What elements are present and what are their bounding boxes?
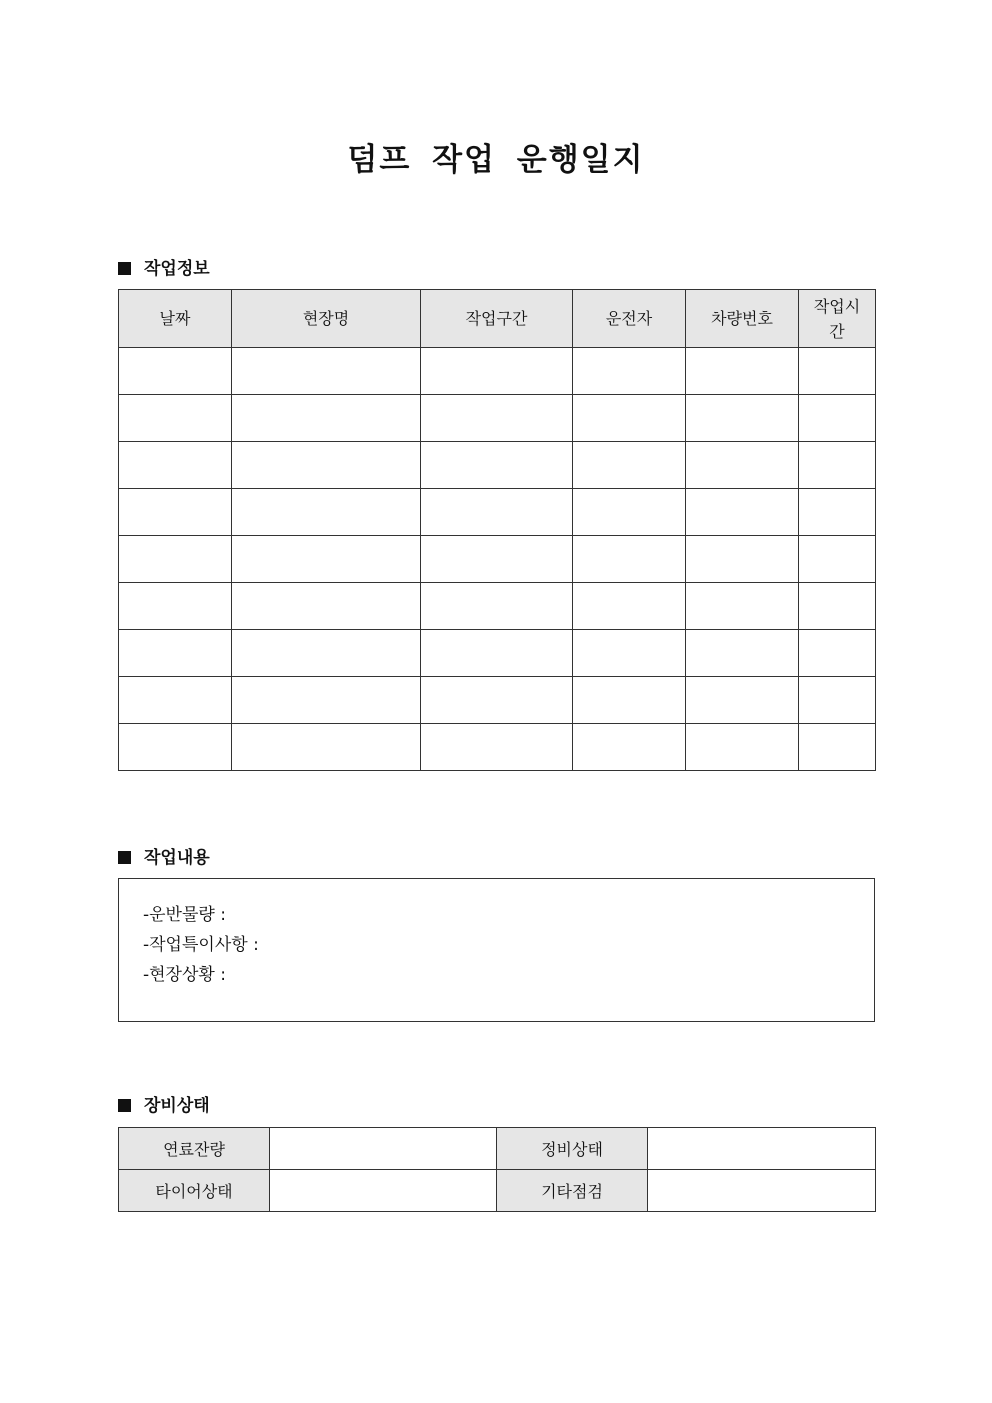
driver-cell[interactable] bbox=[573, 724, 686, 771]
work-info-body bbox=[119, 348, 876, 771]
section-heading-equipment bbox=[118, 1091, 210, 1116]
col-header-vehicle-number: 차량번호 bbox=[686, 290, 799, 348]
site-name-cell[interactable] bbox=[232, 724, 421, 771]
vehicle-number-cell[interactable] bbox=[686, 583, 799, 630]
work-time-cell[interactable] bbox=[799, 395, 876, 442]
other-inspection-label: 기타점검 bbox=[497, 1170, 648, 1212]
date-cell[interactable] bbox=[119, 536, 232, 583]
col-header-site-name: 현장명 bbox=[232, 290, 421, 348]
date-cell[interactable] bbox=[119, 395, 232, 442]
work-section-cell[interactable] bbox=[421, 583, 573, 630]
table-row bbox=[119, 395, 876, 442]
work-section-cell[interactable] bbox=[421, 677, 573, 724]
work-time-cell[interactable] bbox=[799, 630, 876, 677]
site-name-cell[interactable] bbox=[232, 583, 421, 630]
work-section-cell[interactable] bbox=[421, 630, 573, 677]
work-time-cell[interactable] bbox=[799, 489, 876, 536]
table-row bbox=[119, 630, 876, 677]
table-row bbox=[119, 583, 876, 630]
driver-cell[interactable] bbox=[573, 630, 686, 677]
work-section-cell[interactable] bbox=[421, 395, 573, 442]
driver-cell[interactable] bbox=[573, 395, 686, 442]
cargo-volume-line: -운반물량 : bbox=[143, 905, 226, 925]
site-name-cell[interactable] bbox=[232, 442, 421, 489]
date-cell[interactable] bbox=[119, 442, 232, 489]
driver-cell[interactable] bbox=[573, 536, 686, 583]
col-header-work-time: 작업시간 bbox=[799, 290, 876, 348]
square-bullet-icon bbox=[118, 851, 131, 864]
work-section-cell[interactable] bbox=[421, 724, 573, 771]
work-section-cell[interactable] bbox=[421, 489, 573, 536]
work-section-cell[interactable] bbox=[421, 348, 573, 395]
col-header-work-section: 작업구간 bbox=[421, 290, 573, 348]
table-row bbox=[119, 348, 876, 395]
vehicle-number-cell[interactable] bbox=[686, 395, 799, 442]
driver-cell[interactable] bbox=[573, 442, 686, 489]
work-time-cell[interactable] bbox=[799, 536, 876, 583]
col-header-driver: 운전자 bbox=[573, 290, 686, 348]
vehicle-number-cell[interactable] bbox=[686, 677, 799, 724]
site-name-cell[interactable] bbox=[232, 677, 421, 724]
special-notes-line: -작업특이사항 : bbox=[143, 935, 259, 955]
work-content-box[interactable] bbox=[118, 878, 875, 1022]
section-title: 작업내용 bbox=[144, 848, 210, 868]
maintenance-status-field[interactable] bbox=[648, 1128, 876, 1170]
driver-cell[interactable] bbox=[573, 348, 686, 395]
work-info-table bbox=[118, 289, 876, 771]
section-heading-work-content bbox=[118, 843, 210, 868]
vehicle-number-cell[interactable] bbox=[686, 630, 799, 677]
tire-status-label: 타이어상태 bbox=[119, 1170, 270, 1212]
work-time-cell[interactable] bbox=[799, 724, 876, 771]
date-cell[interactable] bbox=[119, 489, 232, 536]
date-cell[interactable] bbox=[119, 630, 232, 677]
vehicle-number-cell[interactable] bbox=[686, 724, 799, 771]
date-cell[interactable] bbox=[119, 583, 232, 630]
table-row bbox=[119, 536, 876, 583]
table-row bbox=[119, 489, 876, 536]
site-name-cell[interactable] bbox=[232, 536, 421, 583]
table-row bbox=[119, 724, 876, 771]
driver-cell[interactable] bbox=[573, 489, 686, 536]
equipment-status-table bbox=[118, 1127, 876, 1212]
work-time-cell[interactable] bbox=[799, 348, 876, 395]
fuel-level-label: 연료잔량 bbox=[119, 1128, 270, 1170]
site-status-line: -현장상황 : bbox=[143, 965, 226, 985]
date-cell[interactable] bbox=[119, 724, 232, 771]
tire-status-field[interactable] bbox=[270, 1170, 497, 1212]
other-inspection-field[interactable] bbox=[648, 1170, 876, 1212]
square-bullet-icon bbox=[118, 1099, 131, 1112]
site-name-cell[interactable] bbox=[232, 395, 421, 442]
table-row bbox=[119, 1128, 876, 1170]
vehicle-number-cell[interactable] bbox=[686, 348, 799, 395]
vehicle-number-cell[interactable] bbox=[686, 536, 799, 583]
vehicle-number-cell[interactable] bbox=[686, 442, 799, 489]
driver-cell[interactable] bbox=[573, 677, 686, 724]
site-name-cell[interactable] bbox=[232, 489, 421, 536]
fuel-level-field[interactable] bbox=[270, 1128, 497, 1170]
document-title: 덤프 작업 운행일지 bbox=[347, 142, 645, 178]
vehicle-number-cell[interactable] bbox=[686, 489, 799, 536]
section-title: 장비상태 bbox=[144, 1096, 210, 1116]
work-section-cell[interactable] bbox=[421, 536, 573, 583]
table-row bbox=[119, 1170, 876, 1212]
section-heading-work-info bbox=[118, 254, 210, 279]
site-name-cell[interactable] bbox=[232, 348, 421, 395]
work-time-cell[interactable] bbox=[799, 583, 876, 630]
driver-cell[interactable] bbox=[573, 583, 686, 630]
table-header-row bbox=[119, 290, 876, 348]
maintenance-status-label: 정비상태 bbox=[497, 1128, 648, 1170]
square-bullet-icon bbox=[118, 262, 131, 275]
table-row bbox=[119, 442, 876, 489]
date-cell[interactable] bbox=[119, 348, 232, 395]
work-time-cell[interactable] bbox=[799, 442, 876, 489]
section-title: 작업정보 bbox=[144, 259, 210, 279]
work-time-cell[interactable] bbox=[799, 677, 876, 724]
col-header-date: 날짜 bbox=[119, 290, 232, 348]
site-name-cell[interactable] bbox=[232, 630, 421, 677]
date-cell[interactable] bbox=[119, 677, 232, 724]
work-section-cell[interactable] bbox=[421, 442, 573, 489]
table-row bbox=[119, 677, 876, 724]
